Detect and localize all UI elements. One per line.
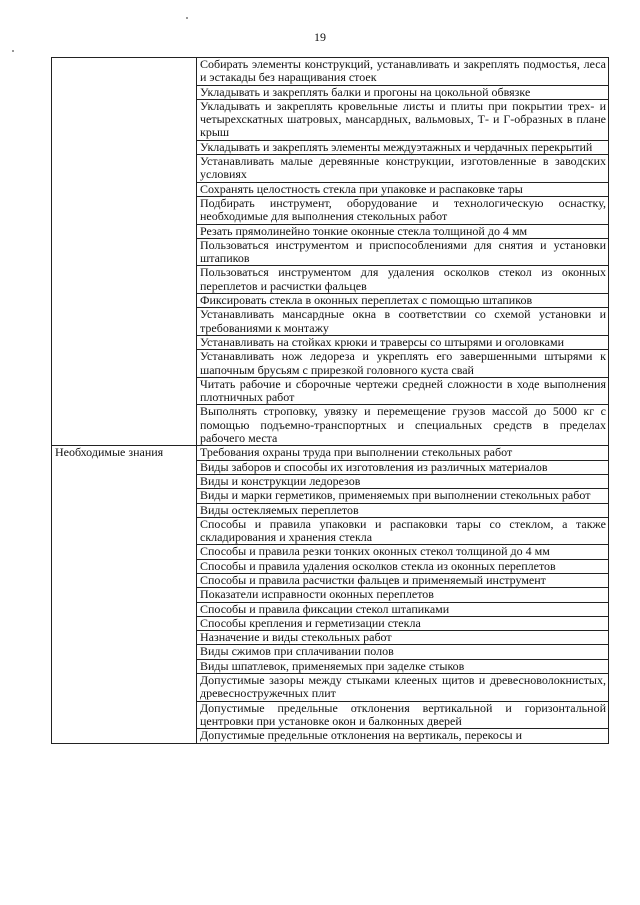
- competency-table: [51, 57, 609, 744]
- table-cell: Подбирать инструмент, оборудование и технологическую оснастку, необходимые для выполнения стекольных работ: [197, 196, 609, 224]
- table-cell: Сохранять целостность стекла при упаковке и распаковке тары: [197, 182, 609, 196]
- table-cell: Способы и правила фиксации стекол штапиками: [197, 602, 609, 616]
- scan-speck: [12, 50, 14, 52]
- table-cell: Устанавливать мансардные окна в соответствии со схемой установки и требованиями к монтажу: [197, 308, 609, 336]
- table-cell: Устанавливать нож ледореза и укреплять его завершенными штырями к шапочным брусьям с прирезкой головного куста свай: [197, 350, 609, 378]
- table-cell: Виды остекляемых переплетов: [197, 503, 609, 517]
- table-cell: Способы и правила расчистки фальцев и применяемый инструмент: [197, 573, 609, 587]
- table-row: [52, 58, 609, 86]
- table-cell: Допустимые зазоры между стыками клееных щитов и древесноволокнистых, древесностружечных плит: [197, 674, 609, 702]
- table-row: [52, 446, 609, 460]
- table-cell: Виды шпатлевок, применяемых при заделке стыков: [197, 659, 609, 673]
- table-cell: Виды и конструкции ледорезов: [197, 474, 609, 488]
- table-cell: Устанавливать на стойках крюки и траверсы со штырями и оголовками: [197, 335, 609, 349]
- table-cell: Способы и правила резки тонких оконных стекол толщиной до 4 мм: [197, 545, 609, 559]
- section-label-knowledge: Необходимые знания: [52, 446, 197, 743]
- table-cell: Укладывать и закреплять балки и прогоны на цокольной обвязке: [197, 85, 609, 99]
- scan-speck: [186, 17, 188, 19]
- table-cell: Читать рабочие и сборочные чертежи средней сложности в ходе выполнения плотничных работ: [197, 377, 609, 405]
- table-cell: Назначение и виды стекольных работ: [197, 631, 609, 645]
- table-cell: Виды сжимов при сплачивании полов: [197, 645, 609, 659]
- table-cell: Требования охраны труда при выполнении стекольных работ: [197, 446, 609, 460]
- section-label-empty: [52, 58, 197, 446]
- table-cell: Способы и правила удаления осколков стекла из оконных переплетов: [197, 559, 609, 573]
- table-cell: Собирать элементы конструкций, устанавливать и закреплять подмостья, леса и эстакады без наращивания стоек: [197, 58, 609, 86]
- table-cell: Допустимые предельные отклонения на вертикаль, перекосы и: [197, 729, 609, 743]
- table-cell: Резать прямолинейно тонкие оконные стекла толщиной до 4 мм: [197, 224, 609, 238]
- table-cell: Укладывать и закреплять элементы междуэтажных и чердачных перекрытий: [197, 140, 609, 154]
- table-cell: Виды и марки герметиков, применяемых при выполнении стекольных работ: [197, 489, 609, 503]
- table-cell: Фиксировать стекла в оконных переплетах с помощью штапиков: [197, 294, 609, 308]
- table-body: [52, 58, 609, 744]
- table-cell: Показатели исправности оконных переплетов: [197, 588, 609, 602]
- table-cell: Пользоваться инструментом и приспособлениями для снятия и установки штапиков: [197, 238, 609, 266]
- table-cell: Способы и правила упаковки и распаковки тары со стеклом, а также складирования и хранения стекла: [197, 517, 609, 545]
- table-cell: Допустимые предельные отклонения вертикальной и горизонтальной центровки при установке окон и балконных дверей: [197, 701, 609, 729]
- table-cell: Способы крепления и герметизации стекла: [197, 616, 609, 630]
- table-cell: Выполнять строповку, увязку и перемещение грузов массой до 5000 кг с помощью подъемно-транспортных и специальных средств в пределах рабочего места: [197, 405, 609, 446]
- page-number: 19: [314, 30, 326, 44]
- table-cell: Укладывать и закреплять кровельные листы и плиты при покрытии трех- и четырехскатных шатровых, мансардных, вальмовых, Т- и Г-образных в плане крыш: [197, 99, 609, 140]
- table-cell: Устанавливать малые деревянные конструкции, изготовленные в заводских условиях: [197, 155, 609, 183]
- table-cell: Виды заборов и способы их изготовления из различных материалов: [197, 460, 609, 474]
- table-cell: Пользоваться инструментом для удаления осколков стекол из оконных переплетов и расчистки фальцев: [197, 266, 609, 294]
